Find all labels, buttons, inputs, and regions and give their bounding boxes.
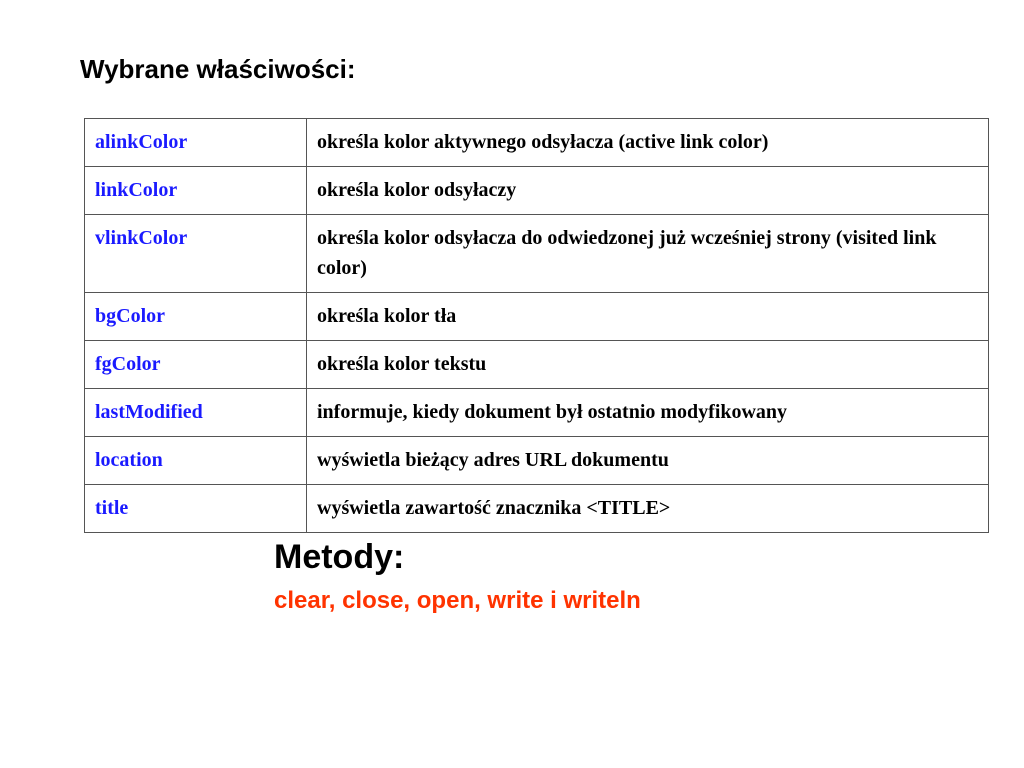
page-title: Wybrane właściwości: [80, 54, 356, 84]
table-row [85, 167, 989, 215]
table-row [85, 437, 989, 485]
property-name: title [85, 485, 307, 533]
property-description: informuje, kiedy dokument był ostatnio modyfikowany [307, 389, 989, 437]
property-description: określa kolor tła [307, 293, 989, 341]
property-description: wyświetla zawartość znacznika <TITLE> [307, 485, 989, 533]
properties-table [84, 118, 989, 533]
property-description: określa kolor tekstu [307, 341, 989, 389]
property-description: określa kolor aktywnego odsyłacza (active link color) [307, 119, 989, 167]
property-description: wyświetla bieżący adres URL dokumentu [307, 437, 989, 485]
methods-heading: Metody: [274, 538, 405, 576]
property-name: bgColor [85, 293, 307, 341]
table-row [85, 341, 989, 389]
property-name: location [85, 437, 307, 485]
table-row [85, 293, 989, 341]
table-row [85, 485, 989, 533]
property-description: określa kolor odsyłaczy [307, 167, 989, 215]
table-row [85, 389, 989, 437]
property-name: alinkColor [85, 119, 307, 167]
table-row [85, 215, 989, 293]
property-description: określa kolor odsyłacza do odwiedzonej już wcześniej strony (visited link color) [307, 215, 989, 293]
property-name: fgColor [85, 341, 307, 389]
methods-list: clear, close, open, write i writeln [274, 587, 641, 614]
property-name: vlinkColor [85, 215, 307, 293]
table-row [85, 119, 989, 167]
property-name: linkColor [85, 167, 307, 215]
property-name: lastModified [85, 389, 307, 437]
